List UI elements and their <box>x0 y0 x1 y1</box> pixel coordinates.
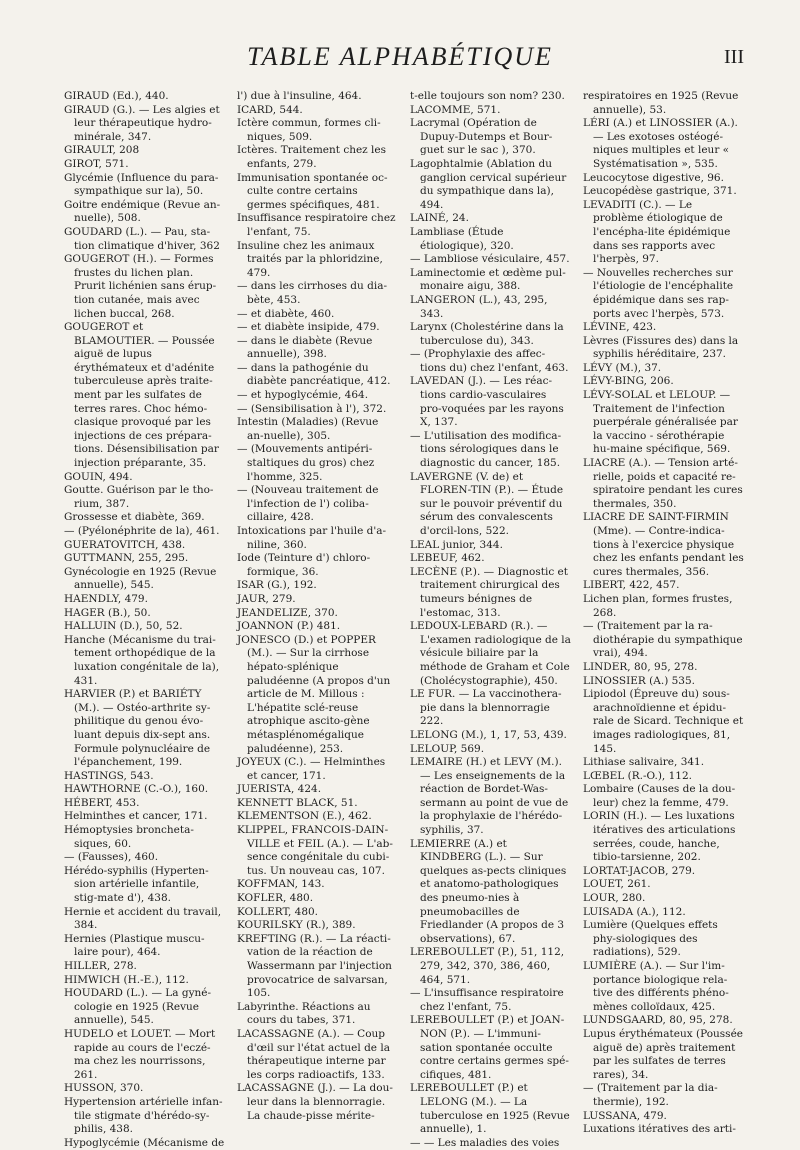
index-entry: HAGER (B.), 50. <box>64 606 151 619</box>
index-entry: Hanche (Mécanisme du trai-tement orthopédique de la luxation congénitale de la), 431. <box>64 633 220 687</box>
index-entry: LEREBOULLET (P.), 51, 112, 279, 342, 370, 386, 460, 464, 571. <box>410 946 565 986</box>
index-entry: — dans les cirrhoses du dia-bète, 453. <box>237 280 388 306</box>
index-entry: LÉVY (M.), 37. <box>583 361 662 374</box>
index-entry: LEAL junior, 344. <box>410 538 503 551</box>
index-entry: — — Les maladies des voies <box>410 1136 560 1149</box>
index-entry: — dans le diabète (Revue annuelle), 398. <box>237 334 373 361</box>
index-entry: LAVERGNE (V. de) et FLOREN-TIN (P.). — Étude sur le pouvoir préventif du sérum des convalescents d'orcil-lons, 522. <box>410 470 564 537</box>
index-entry: KOFLER, 480. <box>237 892 314 905</box>
index-entry: KOLLERT, 480. <box>237 905 319 918</box>
index-entry: LELOUP, 569. <box>410 742 485 755</box>
index-entry: Luxations itératives des arti- <box>583 1123 736 1136</box>
index-entry: HUDELO et LOUET. — Mort rapide au cours de l'eczé-ma chez les nourrissons, 261. <box>64 1027 216 1081</box>
index-entry: LUNDSGAARD, 80, 95, 278. <box>583 1014 733 1027</box>
index-entry: Lagophtalmie (Ablation du ganglion cervical supérieur du sympathique dans la), 494. <box>410 157 567 211</box>
index-entry: LAVEDAN (J.). — Les réac-tions cardio-vasculaires pro-voquées par les rayons X, 137. <box>410 375 564 429</box>
index-entry: KLIPPEL, FRANCOIS-DAIN-VILLE et FEIL (A.). — L'ab-sence congénitale du cubi-tus. Un nouveau cas, 107. <box>237 824 393 877</box>
index-entry: LEVADITI (C.). — Le problème étiologique de l'encépha-lite épidémique dans ses rapports avec l'herpès, 97. <box>583 198 731 266</box>
index-entry: LIBERT, 422, 457. <box>583 579 680 592</box>
index-entry: — L'insuffisance respiratoire chez l'enfant, 75. <box>410 987 564 1013</box>
index-entry: ICARD, 544. <box>237 103 303 116</box>
index-entry: l') due à l'insuline, 464. <box>237 90 362 102</box>
index-column-2 <box>237 90 398 1130</box>
index-entry: — Lambliose vésiculaire, 457. <box>410 253 570 266</box>
index-entry: LINOSSIER (A.) 535. <box>583 674 696 687</box>
index-entry: KENNETT BLACK, 51. <box>237 796 358 809</box>
index-entry: GUTTMANN, 255, 295. <box>64 552 189 565</box>
index-entry: GOUDARD (L.). — Pau, sta-tion climatique d'hiver, 362 <box>64 225 220 252</box>
index-entry: LE FUR. — La vaccinothera-pie dans la blennorragie 222. <box>410 688 562 728</box>
index-entry: JAUR, 279. <box>237 592 296 605</box>
index-entry: Insuline chez les animaux traités par la phloridzine, 479. <box>237 239 383 279</box>
index-entry: — (Traitement par la dia-thermie), 192. <box>583 1082 718 1108</box>
index-column-1 <box>64 90 225 1149</box>
index-entry: — (Pyélonéphrite de la), 461. <box>64 525 220 537</box>
index-entry: GUERATOVITCH, 438. <box>64 538 186 551</box>
index-entry: LEREBOULLET (P.) et JOAN-NON (P.). — L'immuni-sation spontanée occulte contre certains germes spé-cifiques, 481. <box>410 1014 569 1081</box>
index-entry: Lombaire (Causes de la dou-leur) chez la femme, 479. <box>583 783 736 809</box>
index-entry: JOANNON (P.) 481. <box>237 620 341 633</box>
index-entry: LAINÉ, 24. <box>410 212 469 225</box>
index-entry: HALLUIN (D.), 50, 52. <box>64 620 183 633</box>
index-entry: GOUGEROT et BLAMOUTIER. — Poussée aiguë de lupus érythémateux et d'adénite tuberculeuse après traite-ment par les sulfates de terres rares. Choc hémo-clasique provoqué par les injections de ces prépara-tions. Désensibilisation par injection préparante, 35. <box>64 321 219 470</box>
index-entry: Intestin (Maladies) (Revue an-nuelle), 305. <box>237 416 379 442</box>
index-entry: — (Sensibilisation à l'), 372. <box>237 402 387 415</box>
index-entry: JONESCO (D.) et POPPER (M.). — Sur la cirrhose hépato-splénique paludéenne (A propos d'un article de M. Millous : L'hépatite sclé-reuse atrophique ascito-gène métasplénomégalique paludéenne), 253. <box>237 633 391 755</box>
index-entry: JOYEUX (C.). — Helminthes et cancer, 171. <box>237 756 386 782</box>
index-entry: LANGERON (L.), 43, 295, 343. <box>410 293 548 320</box>
index-entry: Grossesse et diabète, 369. <box>64 511 205 524</box>
index-entry: JEANDELIZE, 370. <box>237 606 338 619</box>
index-entry: HARVIER (P.) et BARIÉTY (M.). — Ostéo-arthrite sy-philitique du genou évo-luant depuis dix-sept ans. Formule polynucléaire de l'épanchement, 199. <box>64 688 211 769</box>
index-entry: Lèvres (Fissures des) dans la syphilis héréditaire, 237. <box>583 334 739 361</box>
index-entry: GIRAUD (Ed.), 440. <box>64 90 169 102</box>
index-entry: HÉBERT, 453. <box>64 796 140 809</box>
index-entry: Ictères. Traitement chez les enfants, 279. <box>237 144 387 170</box>
index-entry: Ictère commun, formes cli-niques, 509. <box>237 117 381 143</box>
index-entry: Lambliase (Étude étiologique), 320. <box>410 225 514 252</box>
index-entry: Hernie et accident du travail, 384. <box>64 905 222 932</box>
index-entry: Iode (Teinture d') chloro-formique, 36. <box>237 552 371 578</box>
page-title: TABLE ALPHABÉTIQUE <box>247 42 553 71</box>
index-entry: LORTAT-JACOB, 279. <box>583 864 696 877</box>
index-entry: HAWTHORNE (C.-O.), 160. <box>64 783 209 796</box>
index-entry: LIACRE DE SAINT-FIRMIN (Mme). — Contre-indica-tions à l'exercice physique chez les enfants pendant les cures thermales, 356. <box>583 511 744 578</box>
index-entry: — (Mouvements antipéri-staltiques du gros) chez l'homme, 325. <box>237 443 375 483</box>
index-entry: GOUIN, 494. <box>64 470 133 483</box>
page-number: III <box>724 46 744 68</box>
index-entry: LEMAIRE (H.) et LEVY (M.). — Les enseignements de la réaction de Bordet-Was-sermann au point de vue de la prophylaxie de l'hérédo-syphilis, 37. <box>410 756 569 837</box>
index-entry: GIRAUD (G.). — Les algies et leur thérapeutique hydro-minérale, 347. <box>64 103 220 143</box>
index-entry: HUSSON, 370. <box>64 1082 144 1095</box>
index-entry: — dans la pathogénie du diabète pancréatique, 412. <box>237 361 391 388</box>
index-entry: Lipiodol (Épreuve du) sous-arachnoïdienne et épidu-rale de Sicard. Technique et images radiologiques, 81, 145. <box>583 688 744 755</box>
index-column-4 <box>583 90 744 1136</box>
index-entry: LÉVY-BING, 206. <box>583 375 674 388</box>
index-entry: Goitre endémique (Revue an-nuelle), 508. <box>64 198 221 225</box>
index-entry: Leucopédèse gastrique, 371. <box>583 185 737 198</box>
index-entry: — (Fausses), 460. <box>64 851 159 864</box>
index-entry: LECÈNE (P.). — Diagnostic et traitement chirurgical des tumeurs bénignes de l'estomac, 313. <box>410 565 568 619</box>
index-entry: LOUR, 280. <box>583 892 646 905</box>
index-entry: respiratoires en 1925 (Revue annuelle), 53. <box>583 90 739 116</box>
index-entry: LEREBOULLET (P.) et LELONG (M.). — La tuberculose en 1925 (Revue annuelle), 1. <box>410 1082 570 1136</box>
index-columns <box>64 90 744 1149</box>
index-entry: HIMWICH (H.-E.), 112. <box>64 973 189 986</box>
index-entry: LUMIÈRE (A.). — Sur l'im-portance biologique rela-tive des différents phéno-mènes colloïdaux, 425. <box>583 960 729 1013</box>
index-entry: JUERISTA, 424. <box>237 783 322 796</box>
index-entry: Lithiase salivaire, 341. <box>583 756 705 769</box>
index-entry: Insuffisance respiratoire chez l'enfant, 75. <box>237 212 396 238</box>
index-entry: Larynx (Cholestérine dans la tuberculose du), 343. <box>410 321 564 347</box>
index-entry: Lupus érythémateux (Poussée aiguë de) après traitement par les sulfates de terres rares), 34. <box>583 1027 744 1081</box>
index-entry: KLEMENTSON (E.), 462. <box>237 810 372 823</box>
index-entry: LACASSAGNE (A.). — Coup d'œil sur l'état actuel de la thérapeutique interne par les corps radioactifs, 133. <box>237 1027 390 1081</box>
index-entry: LIACRE (A.). — Tension arté-rielle, poids et capacité re-spiratoire pendant les cures thermales, 350. <box>583 457 743 510</box>
index-entry: Hernies (Plastique muscu-laire pour), 464. <box>64 932 205 959</box>
index-entry: LUSSANA, 479. <box>583 1109 667 1122</box>
index-entry: — et diabète insipide, 479. <box>237 321 380 334</box>
index-entry: Gynécologie en 1925 (Revue annuelle), 545. <box>64 565 217 592</box>
index-entry: GIROT, 571. <box>64 157 129 170</box>
index-entry: Leucocytose digestive, 96. <box>583 171 724 184</box>
index-entry: LACOMME, 571. <box>410 103 501 116</box>
index-entry: Helminthes et cancer, 171. <box>64 810 208 823</box>
index-entry: LINDER, 80, 95, 278. <box>583 660 698 673</box>
index-entry: LORIN (H.). — Les luxations itératives des articulations serrées, coude, hanche, tibio-tarsienne, 202. <box>583 810 736 864</box>
index-entry: LELONG (M.), 1, 17, 53, 439. <box>410 728 567 741</box>
index-entry: HOUDARD (L.). — La gyné-cologie en 1925 (Revue annuelle), 545. <box>64 987 212 1027</box>
index-entry: Lumière (Quelques effets phy-siologiques des radiations), 529. <box>583 919 718 959</box>
index-entry: LŒBEL (R.-O.), 112. <box>583 769 692 782</box>
index-entry: Immunisation spontanée oc-culte contre certains germes spécifiques, 481. <box>237 171 388 211</box>
index-entry: Glycémie (Influence du para-sympathique sur la), 50. <box>64 171 219 198</box>
index-entry: KOURILSKY (R.), 389. <box>237 919 356 932</box>
index-entry: HILLER, 278. <box>64 960 137 972</box>
index-entry: HAENDLY, 479. <box>64 592 148 605</box>
index-entry: Lichen plan, formes frustes, 268. <box>583 592 733 619</box>
index-entry: t-elle toujours son nom? 230. <box>410 90 565 102</box>
index-entry: LACASSAGNE (J.). — La dou-leur dans la blennorragie. La chaude-pisse mérite- <box>237 1082 393 1122</box>
index-entry: — et hypoglycémie, 464. <box>237 389 369 402</box>
index-entry: LÉVINE, 423. <box>583 321 657 334</box>
index-entry: Hypoglycémie (Mécanisme de <box>64 1136 225 1149</box>
index-entry: Intoxications par l'huile d'a-niline, 360. <box>237 525 387 551</box>
index-entry: LEBEUF, 462. <box>410 552 485 565</box>
index-entry: LEMIERRE (A.) et KINDBERG (L.). — Sur quelques as-pects cliniques et anatomo-pathologiques des pneumo-nies à pneumobacilles de Friedlander (A propos de 3 observations), 67. <box>410 837 567 945</box>
index-entry: — et diabète, 460. <box>237 307 335 320</box>
index-entry: LEDOUX-LEBARD (R.). — L'examen radiologique de la vésicule biliaire par la méthode de Graham et Cole (Cholécystographie), 450. <box>410 620 571 687</box>
index-entry: — (Traitement par la ra-diothérapie du sympathique vrai), 494. <box>583 620 743 660</box>
index-entry: — Nouvelles recherches sur l'étiologie de l'encéphalite épidémique dans ses rap-ports avec l'herpès, 573. <box>583 266 734 320</box>
index-entry: HASTINGS, 543. <box>64 769 154 782</box>
index-entry: Goutte. Guérison par le tho-rium, 387. <box>64 484 214 510</box>
index-entry: LÉVY-SOLAL et LELOUP. — Traitement de l'infection puerpérale généralisée par la vaccino - sérothérapie hu-maine spécifique, 569. <box>583 389 738 456</box>
index-entry: — L'utilisation des modifica-tions sérologiques dans le diagnostic du cancer, 185. <box>410 429 562 470</box>
index-entry: — (Prophylaxie des affec-tions du) chez l'enfant, 463. <box>410 348 569 374</box>
index-entry: LOUET, 261. <box>583 878 651 891</box>
index-entry: Labyrinthe. Réactions au cours du tabes, 371. <box>237 1000 371 1027</box>
index-entry: KREFTING (R.). — La réacti-vation de la réaction de Wassermann par l'injection provocatrice de salvarsan, 105. <box>237 932 392 1000</box>
index-entry: — (Nouveau traitement de l'infection de l') coliba-cillaire, 428. <box>237 484 379 524</box>
index-entry: Hémoptysies broncheta-siques, 60. <box>64 824 194 850</box>
index-column-3 <box>410 90 571 1149</box>
index-entry: Lacrymal (Opération de Dupuy-Dutemps et Bour-guet sur le sac ), 370. <box>410 117 553 157</box>
index-entry: GIRAULT, 208 <box>64 144 140 157</box>
index-entry: ISAR (G.), 192. <box>237 579 317 592</box>
index-entry: LUISADA (A.), 112. <box>583 905 686 918</box>
index-entry: Hypertension artérielle infan-tile stigmate d'hérédo-sy-philis, 438. <box>64 1095 223 1136</box>
index-entry: Laminectomie et œdème pul-monaire aigu, 388. <box>410 266 566 293</box>
index-entry: Hérédo-syphilis (Hyperten-sion artérielle infantile, stig-mate d'), 438. <box>64 864 209 905</box>
index-entry: GOUGEROT (H.). — Formes frustes du lichen plan. Prurit lichénien sans érup-tion cutanée, mais avec lichen buccal, 268. <box>64 253 217 320</box>
index-entry: LÉRI (A.) et LINOSSIER (A.). — Les exotoses ostéogé-niques multiples et leur « Systématisation », 535. <box>583 117 738 170</box>
index-entry: KOFFMAN, 143. <box>237 878 325 891</box>
